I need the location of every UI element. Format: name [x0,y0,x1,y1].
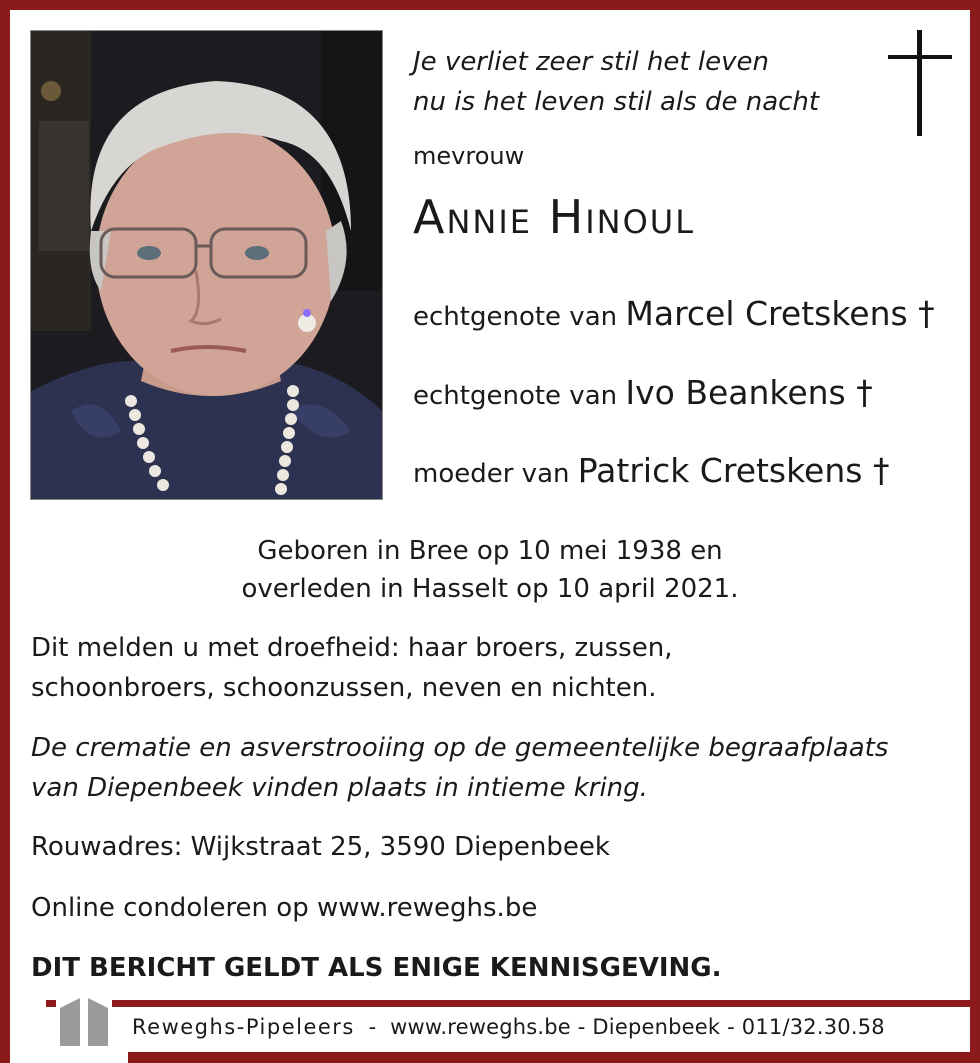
relation-child [413,451,889,490]
ceremony-line-1: De crematie en asverstrooiing op de gemeentelijke begraafplaats [31,733,889,763]
ceremony-info [31,728,951,808]
deceased-name: Annie Hinoul [413,190,696,244]
memorial-verse [413,42,819,122]
footer-brand: Reweghs-Pipeleers [132,1015,355,1039]
born-line-2: overleden in Hasselt op 10 april 2021. [241,574,739,604]
relation-person: Patrick Cretskens † [577,451,890,490]
verse-line-1: Je verliet zeer stil het leven [413,47,769,77]
footer-divider [46,1000,970,1007]
relation-spouse-1 [413,294,935,333]
notice-statement: DIT BERICHT GELDT ALS ENIGE KENNISGEVING. [31,953,722,983]
honorific: mevrouw [413,142,525,170]
announcement-line-1: Dit melden u met droefheid: haar broers, zussen, [31,633,673,663]
announcement-line-2: schoonbroers, schoonzussen, neven en nichten. [31,673,657,703]
mourning-address: Rouwadres: Wijkstraat 25, 3590 Diepenbeek [31,832,610,862]
footer-bar [128,1052,980,1063]
relation-person: Ivo Beankens † [625,373,873,412]
portrait-photo [30,30,383,500]
verse-line-2: nu is het leven stil als de nacht [413,87,820,117]
born-line-1: Geboren in Bree op 10 mei 1938 en [257,536,723,566]
ceremony-line-2: van Diepenbeek vinden plaats in intieme kring. [31,773,648,803]
birth-death-info [0,532,980,608]
footer-details: - www.reweghs.be - Diepenbeek - 011/32.30.58 [354,1015,885,1039]
relation-role: echtgenote van [413,302,618,332]
cross-icon [888,30,952,136]
relation-person: Marcel Cretskens † [625,294,935,333]
online-condolences: Online condoleren op www.reweghs.be [31,893,538,923]
family-announcement [31,628,951,708]
footer-contact [132,1015,885,1039]
relation-role: moeder van [413,459,570,489]
funeral-home-logo-icon [56,994,112,1052]
portrait-illustration [31,31,382,499]
relation-role: echtgenote van [413,381,618,411]
relation-spouse-2 [413,373,873,412]
